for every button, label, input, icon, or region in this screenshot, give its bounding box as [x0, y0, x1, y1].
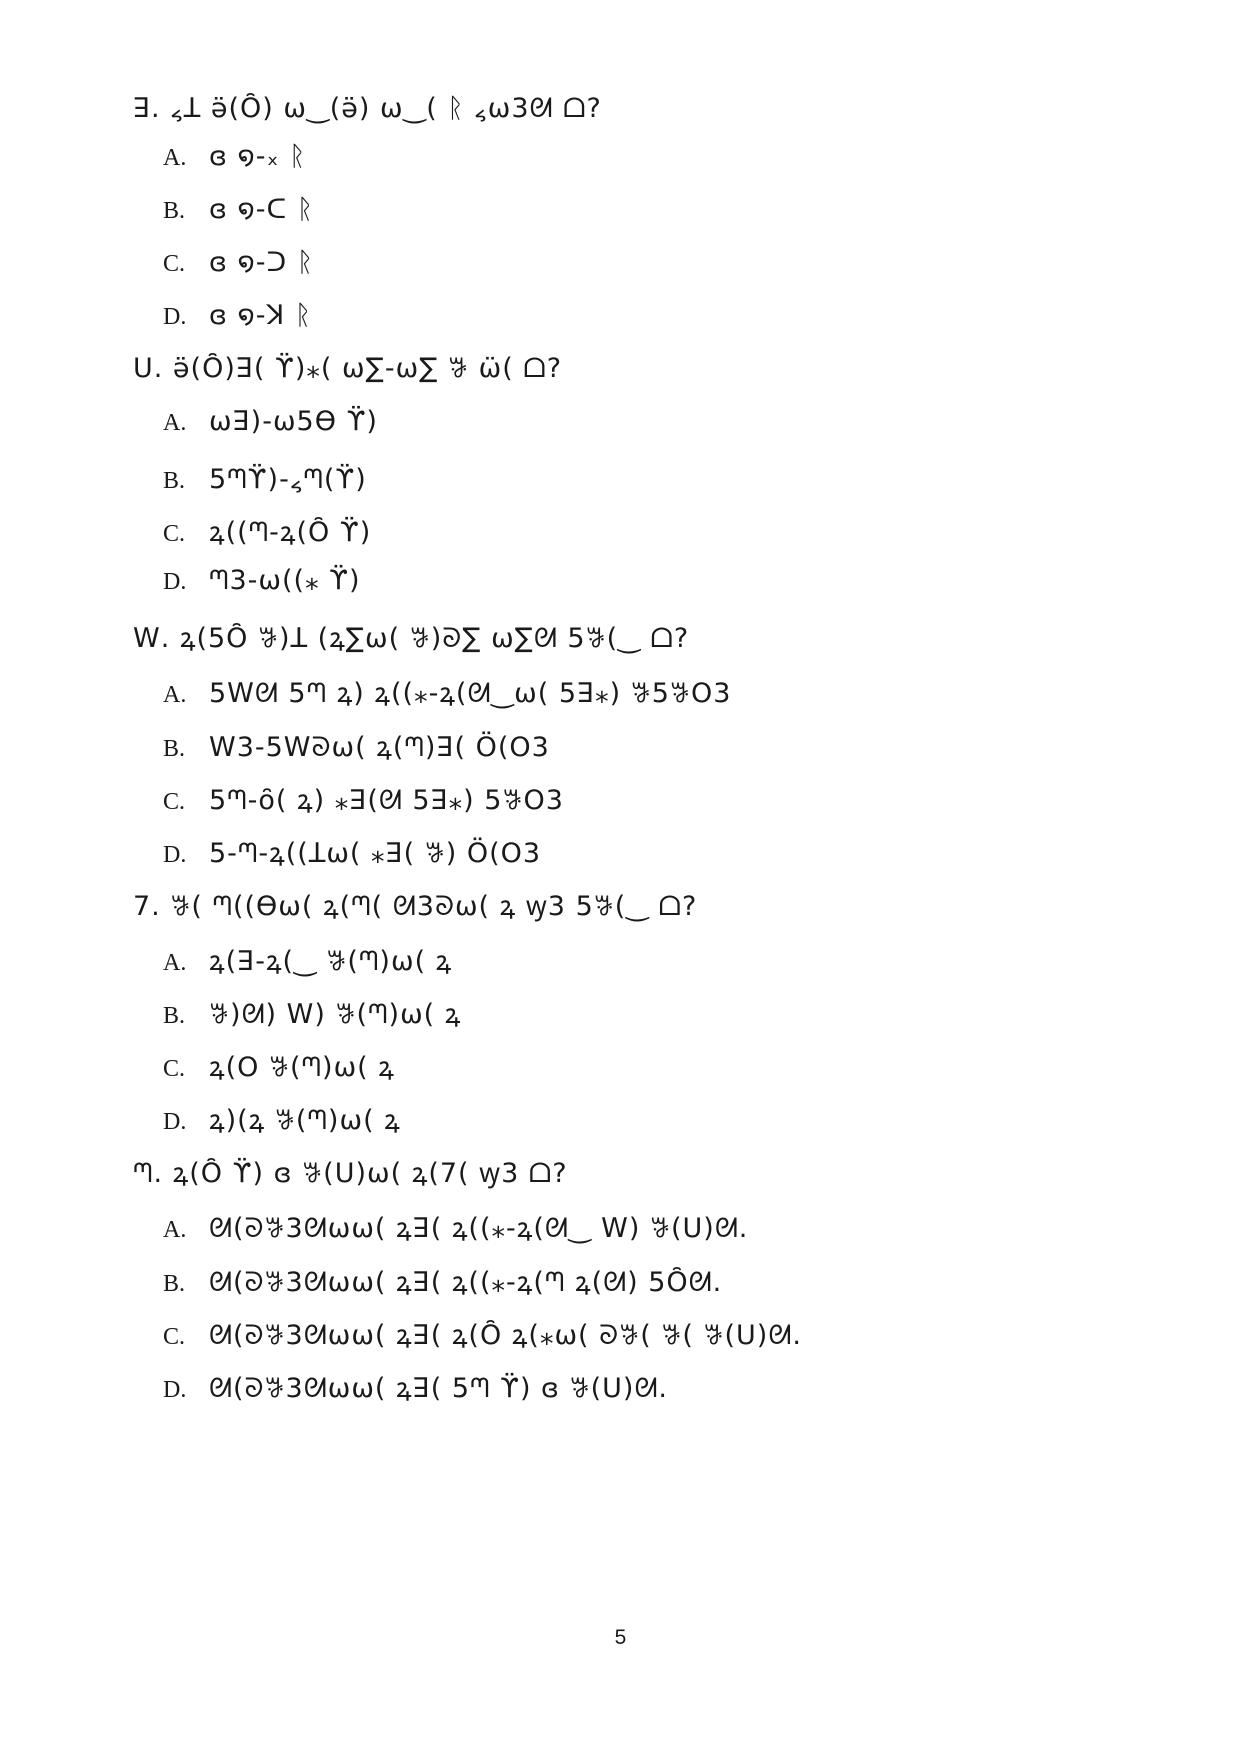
option-label: C.: [163, 789, 186, 815]
option-label: A.: [163, 950, 187, 976]
question-3: [133, 618, 689, 655]
option-label: C.: [163, 251, 186, 277]
question-text: ꓱ. ៹ꓕ ӛ(Ȏ) ѡ‿(ӛ) ѡ‿( ᚱ ៹ѡ3ᘛ ᗝ?: [133, 93, 602, 124]
question-2-option-a[interactable]: [163, 406, 378, 437]
option-label: C.: [163, 521, 186, 547]
option-label: D.: [163, 1377, 187, 1403]
question-2-option-b[interactable]: [163, 459, 367, 496]
option-label: D.: [163, 569, 187, 595]
option-text: ᘛ(ᘐꗎ3ᘛѡѡ( ꝝꓱ( ꝝ(Ȏ ꝝ(⁎ѡ( ᘐꗎ( ꗎ( ꗎ(Ս)ᘛ.: [209, 1320, 802, 1351]
option-text: 5ᘉ-ȏ( ꝝ) ⁎ꓱ(ᘛ 5ꓱ⁎) 5ꗎO3: [209, 785, 564, 816]
option-text: 5ꓪᘛ 5ᘉ ꝝ) ꝝ((⁎-ꝝ(ᘛ‿ѡ( 5ꓱ⁎) ꗎ5ꗎO3: [209, 678, 732, 709]
option-label: B.: [163, 468, 186, 494]
option-text: 5ᘉϔ)-៹ᘉ(ϔ): [209, 464, 367, 495]
question-text: 7. ꗎ( ᘉ((Ѳѡ( ꝝ(ᘉ( ᘛ3ᘐѡ( ꝝ ꝡ3 5ꗎ(‿ ᗝ?: [133, 891, 698, 922]
option-text: ꓪ3-5ꓪᘐѡ( ꝝ(ᘉ)ꓱ( Ö(O3: [209, 732, 550, 763]
option-text: ᘉ3-ѡ((⁎ ϔ): [209, 565, 361, 596]
option-label: A.: [163, 410, 187, 436]
page-number: 5: [614, 1626, 627, 1649]
question-text: Ս. ӛ(Ȏ)ꓱ( ϔ)⁎( ѡ∑-ѡ∑ ꗎ ѡ̈( ᗝ?: [133, 353, 563, 384]
option-text: ᘛ(ᘐꗎ3ᘛѡѡ( ꝝꓱ( 5ᘉ ϔ) ɞ ꗎ(Ս)ᘛ.: [209, 1373, 668, 1404]
option-label: C.: [163, 1324, 186, 1350]
option-text: ᘛ(ᘐꗎ3ᘛѡѡ( ꝝꓱ( ꝝ((⁎-ꝝ(ᘛ‿ ꓪ) ꗎ(Ս)ᘛ.: [209, 1213, 749, 1244]
question-1-option-d[interactable]: [163, 300, 312, 331]
option-label: B.: [163, 1003, 186, 1029]
question-text: ᘉ. ꝝ(Ȏ ϔ) ɞ ꗎ(Ս)ѡ( ꝝ(7( ꝡ3 ᗝ?: [133, 1158, 568, 1189]
question-4-option-d[interactable]: [163, 1100, 401, 1137]
option-text: ɞ ໑-ᑐ ᚱ: [209, 247, 315, 278]
question-4-option-b[interactable]: [163, 994, 461, 1031]
option-text: ɞ ໑-᙮ ᚱ: [209, 141, 307, 172]
option-text: ꝝ)(ꝝ ꗎ(ᘉ)ѡ( ꝝ: [209, 1105, 401, 1136]
question-4: [133, 886, 697, 923]
question-5-option-b[interactable]: [163, 1262, 722, 1299]
option-label: D.: [163, 1109, 187, 1135]
question-5-option-c[interactable]: [163, 1315, 802, 1352]
option-text: 5-ᘉ-ꝝ((ꓕѡ( ⁎ꓱ( ꗎ) Ö(O3: [209, 838, 542, 869]
question-4-option-a[interactable]: [163, 941, 452, 978]
question-1: [133, 88, 602, 125]
option-label: D.: [163, 304, 187, 330]
question-2: [133, 353, 562, 385]
option-text: ᘛ(ᘐꗎ3ᘛѡѡ( ꝝꓱ( ꝝ((⁎-ꝝ(ᘉ ꝝ(ᘛ) 5Ȏᘛ.: [209, 1267, 723, 1298]
option-label: D.: [163, 842, 187, 868]
option-label: B.: [163, 736, 186, 762]
question-text: ꓪ. ꝝ(5Ȏ ꗎ)ꓕ (ꝝ∑ѡ( ꗎ)ᘐ∑ ѡ∑ᘛ 5ꗎ(‿ ᗝ?: [133, 623, 690, 654]
option-text: ꗎ)ᘛ) ꓪ) ꗎ(ᘉ)ѡ( ꝝ: [209, 999, 462, 1030]
option-label: A.: [163, 1217, 187, 1243]
question-4-option-c[interactable]: [163, 1047, 395, 1084]
option-label: A.: [163, 145, 187, 171]
option-label: C.: [163, 1056, 186, 1082]
question-3-option-b[interactable]: [163, 727, 550, 764]
option-label: B.: [163, 1271, 186, 1297]
question-5-option-a[interactable]: [163, 1208, 748, 1245]
question-1-option-c[interactable]: [163, 247, 314, 278]
question-5-option-d[interactable]: [163, 1368, 668, 1405]
question-3-option-c[interactable]: [163, 780, 564, 817]
question-2-option-c[interactable]: [163, 512, 371, 549]
option-text: ꝝ(O ꗎ(ᘉ)ѡ( ꝝ: [209, 1052, 395, 1083]
question-5: [133, 1153, 568, 1190]
option-label: B.: [163, 198, 186, 224]
question-1-option-b[interactable]: [163, 194, 314, 225]
question-2-option-d[interactable]: [163, 565, 361, 597]
option-text: ꝝ(ꓱ-ꝝ(‿ ꗎ(ᘉ)ѡ( ꝝ: [209, 946, 453, 977]
question-3-option-a[interactable]: [163, 673, 731, 710]
option-text: ꝝ((ᘉ-ꝝ(Ȏ ϔ): [209, 517, 372, 548]
option-text: ѡꓱ)-ѡ5Ѳ ϔ): [209, 406, 378, 437]
option-text: ɞ ໑-ᑕ ᚱ: [209, 194, 315, 225]
option-text: ɞ ໑-ꓘ ᚱ: [209, 300, 313, 331]
question-3-option-d[interactable]: [163, 833, 541, 870]
question-1-option-a[interactable]: [163, 141, 306, 172]
option-label: A.: [163, 682, 187, 708]
